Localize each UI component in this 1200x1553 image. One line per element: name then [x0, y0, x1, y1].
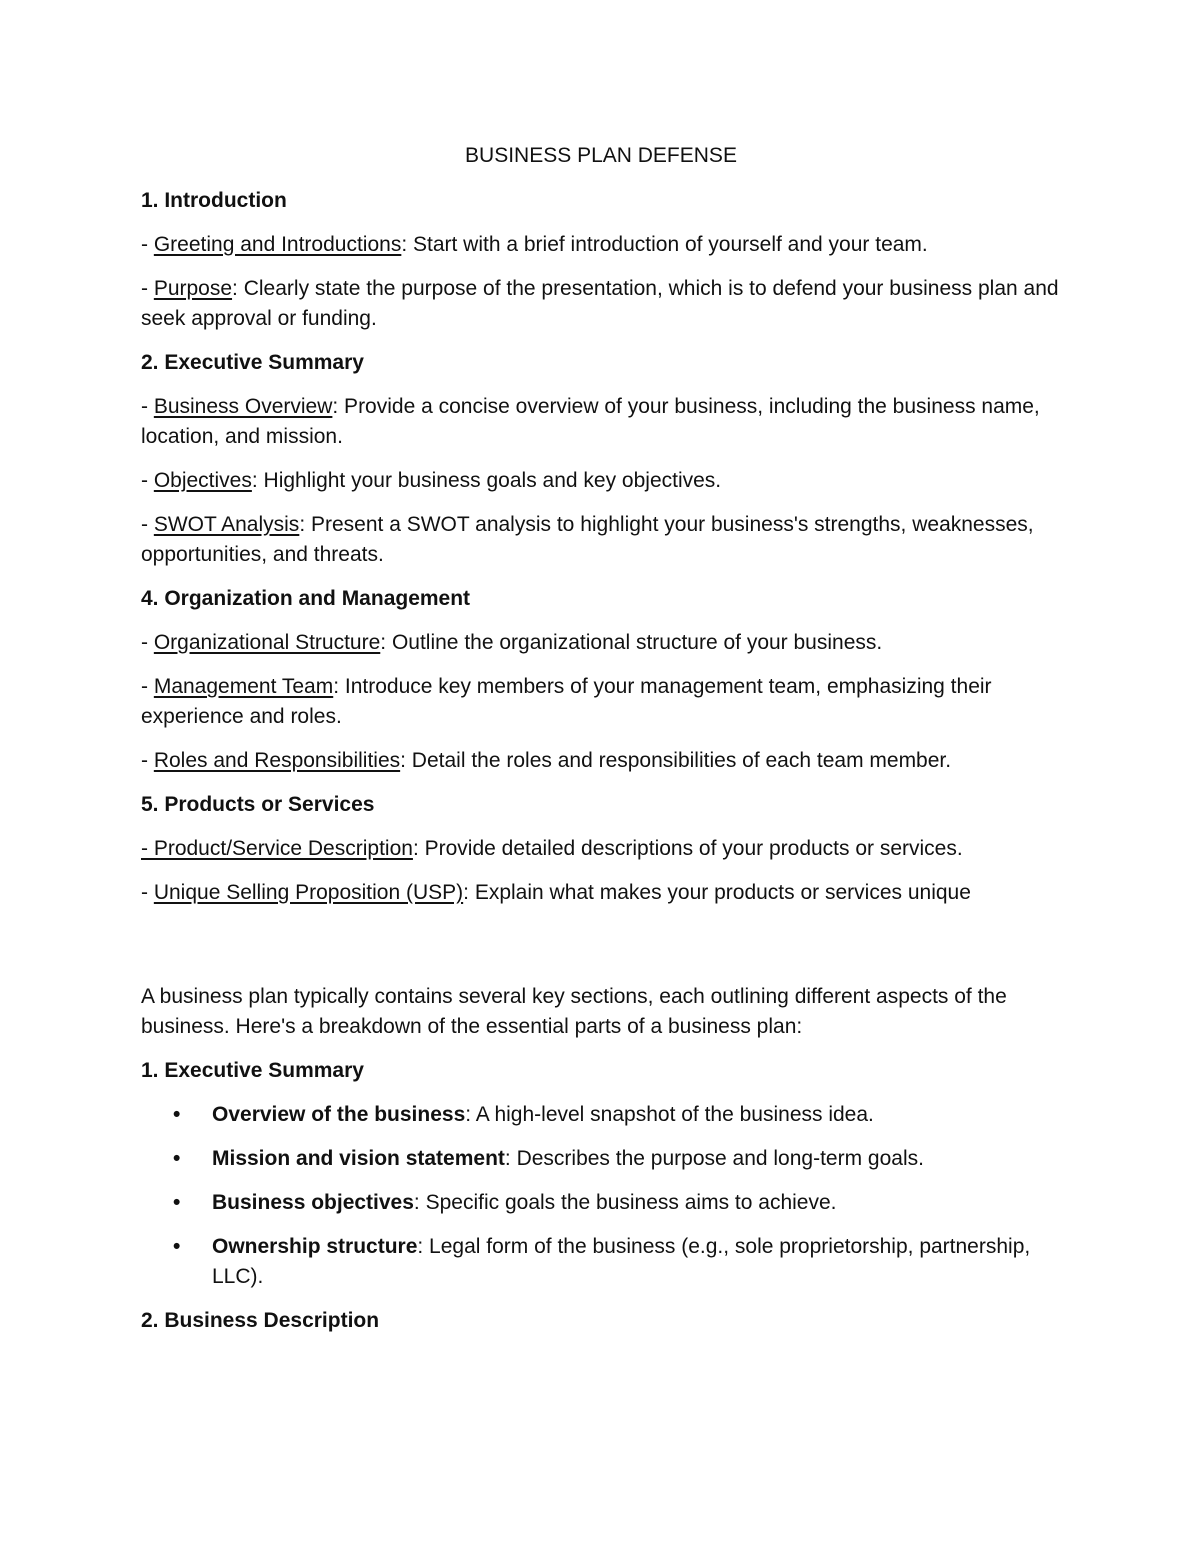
item-prefix: -: [141, 749, 154, 772]
item-prefix: -: [141, 675, 154, 698]
item-label: Management Team: [153, 675, 334, 698]
item-label: Objectives: [153, 469, 252, 492]
section-heading-business-description: 2. Business Description: [141, 1309, 380, 1332]
item-unique-selling-proposition: [141, 878, 1061, 908]
item-prefix: -: [141, 395, 154, 418]
item-text: : Highlight your business goals and key objectives.: [251, 469, 722, 492]
section-heading-plan-executive-summary: 1. Executive Summary: [141, 1059, 364, 1082]
item-swot-analysis: [141, 510, 1061, 570]
list-item: [141, 1232, 1061, 1292]
bullet-list: [141, 1100, 1061, 1292]
item-label: SWOT Analysis: [153, 513, 300, 536]
item-greeting-and-introductions: [141, 230, 1061, 260]
item-label: Greeting and Introductions: [153, 233, 402, 256]
item-text: : Provide a concise overview of your business, including the business name, location, and mission.: [141, 395, 1040, 448]
list-item: [141, 1188, 1061, 1218]
item-business-overview: [141, 392, 1061, 452]
bullet-term: Business objectives: [212, 1191, 414, 1214]
document-title: BUSINESS PLAN DEFENSE: [465, 144, 737, 167]
list-item: [141, 1144, 1061, 1174]
bullet-icon: •: [173, 1191, 181, 1214]
item-objectives: [141, 466, 1061, 496]
item-purpose: [141, 274, 1061, 334]
item-prefix: -: [141, 513, 154, 536]
item-label: Purpose: [153, 277, 233, 300]
item-prefix: -: [141, 631, 154, 654]
item-roles-and-responsibilities: [141, 746, 1061, 776]
list-item: [141, 1100, 1061, 1130]
item-text: : Provide detailed descriptions of your products or services.: [412, 837, 963, 860]
item-label: Organizational Structure: [153, 631, 381, 654]
item-prefix: -: [141, 277, 154, 300]
bullet-term: Overview of the business: [212, 1103, 466, 1126]
bullet-icon: •: [173, 1103, 181, 1126]
section-heading-organization-and-management: 4. Organization and Management: [141, 587, 471, 610]
bullet-icon: •: [173, 1235, 181, 1258]
section-heading-executive-summary: 2. Executive Summary: [141, 351, 364, 374]
item-text: : Explain what makes your products or services unique: [463, 881, 971, 904]
section-heading-introduction: 1. Introduction: [141, 189, 287, 212]
item-organizational-structure: [141, 628, 1061, 658]
item-prefix: -: [141, 881, 154, 904]
bullet-icon: •: [173, 1147, 181, 1170]
item-management-team: [141, 672, 1061, 732]
item-text: : Detail the roles and responsibilities of each team member.: [400, 749, 952, 772]
document-page: [141, 141, 1061, 1350]
item-text: : Clearly state the purpose of the presentation, which is to defend your business plan and seek approval or funding.: [141, 277, 1059, 330]
item-text: : Start with a brief introduction of yourself and your team.: [401, 233, 928, 256]
item-prefix: -: [141, 233, 154, 256]
item-prefix: -: [141, 469, 154, 492]
intro-paragraph: A business plan typically contains several key sections, each outlining different aspects of the business. Here's a breakdown of the essential parts of a business plan:: [141, 985, 1007, 1038]
item-text: : Present a SWOT analysis to highlight your business's strengths, weaknesses, opportunities, and threats.: [141, 513, 1034, 566]
bullet-text: : Describes the purpose and long-term goals.: [504, 1147, 924, 1170]
bullet-text: : A high-level snapshot of the business idea.: [465, 1103, 874, 1126]
bullet-text: : Specific goals the business aims to achieve.: [413, 1191, 837, 1214]
item-label: - Product/Service Description: [141, 837, 413, 860]
bullet-term: Ownership structure: [212, 1235, 418, 1258]
item-label: Unique Selling Proposition (USP): [153, 881, 464, 904]
item-text: : Outline the organizational structure of your business.: [380, 631, 883, 654]
item-label: Business Overview: [153, 395, 333, 418]
item-label: Roles and Responsibilities: [153, 749, 401, 772]
blank-space: [141, 922, 1061, 982]
item-text: : Introduce key members of your management team, emphasizing their experience and roles.: [141, 675, 992, 728]
item-product-service-description: [141, 834, 1061, 864]
bullet-term: Mission and vision statement: [212, 1147, 505, 1170]
bullet-text: : Legal form of the business (e.g., sole proprietorship, partnership, LLC).: [212, 1235, 1031, 1288]
section-heading-products-or-services: 5. Products or Services: [141, 793, 375, 816]
